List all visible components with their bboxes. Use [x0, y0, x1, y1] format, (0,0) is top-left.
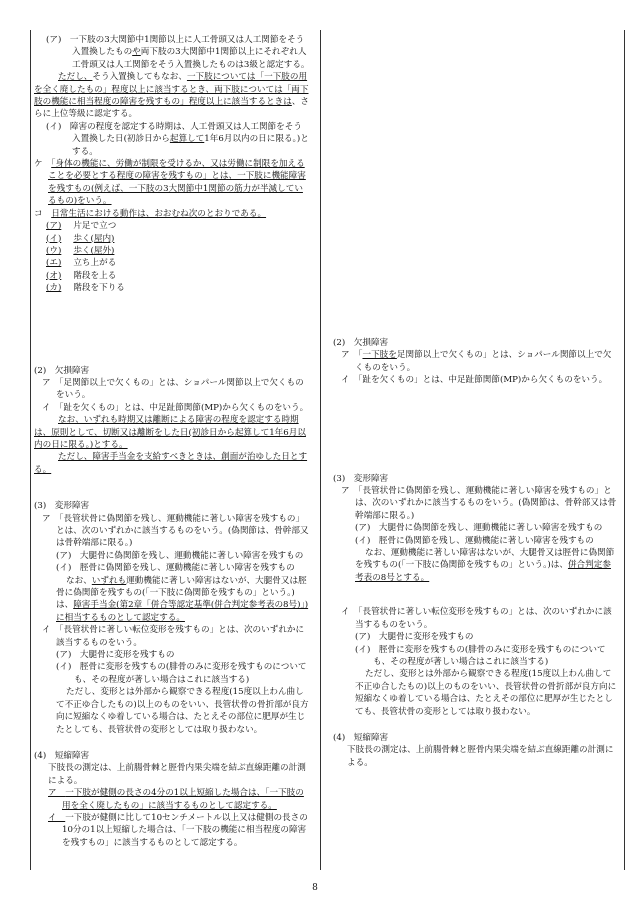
underlined-text: いずれも [91, 575, 127, 586]
list-item-text: 歩く(屋外) [73, 245, 115, 256]
paragraph: 下肢長の測定は、上前腸骨棘と脛骨内果尖端を結ぶ直線距離の計測による。 [48, 763, 306, 786]
underlined-text: 起算して [169, 134, 205, 145]
paragraph: ア 「長管状骨に偽関節を残し、運動機能に著しい障害を残すもの」とは、次のいずれかに該当するものをいう。(偽関節は、骨幹部又は骨幹端部に限る。) [341, 486, 617, 521]
section-heading: (2) 欠損障害 [333, 338, 389, 348]
paragraph [34, 158, 310, 208]
text-span: そう入置換してもなお、 [92, 72, 187, 83]
paragraph: ア 「足関節以上で欠くもの」とは、ショパール関節以上で欠くものをいう。 [42, 377, 304, 401]
paragraph [34, 71, 310, 121]
underlined-text: 一下肢を [362, 350, 397, 361]
section-heading: (3) 変形障害 [34, 501, 90, 512]
list-item-text: 階段を上る [73, 270, 117, 281]
paragraph: (イ) 脛骨に変形を残すもの(腓骨のみに変形を残すものについても、その程度が著しい場合はこれに該当する) [355, 644, 606, 667]
paragraph: イ 「趾を欠くもの」とは、中足趾節関節(MP)から欠くものをいう。 [341, 375, 608, 386]
paragraph: (ア) 大腿骨に変形を残すもの [355, 632, 474, 643]
text-span: 運動機能に著しい障害はないが、大腿骨又は脛骨に偽関節を残すもの(「一下肢に偽関節を残すもの」という。)は、 [56, 575, 307, 611]
page-number: 8 [312, 882, 318, 893]
paragraph [34, 121, 310, 158]
underlined-text: イ [48, 812, 66, 823]
paragraph: (イ) 脛骨に偽関節を残し、運動機能に著しい障害を残すもの [355, 535, 594, 546]
paragraph: イ 「長管状骨に著しい転位変形を残すもの」とは、次のいずれかに該当するものをいう。 [341, 607, 612, 630]
right-margin-rule [624, 30, 625, 870]
underlined-text: や [132, 47, 141, 58]
left-margin-rule [30, 30, 31, 870]
paragraph [333, 349, 619, 374]
list-item-text: 歩く(屋内) [73, 233, 115, 244]
text-span: (イ) 障害の程度を認定する時期は、人工骨頭又は人工関節をそう入置換した日(初診日から [46, 121, 302, 145]
paragraph: (イ) 脛骨に偽関節を残し、運動機能に著しい障害を残すもの [56, 563, 295, 574]
list-item-text: 片足で立つ [73, 221, 117, 232]
underlined-text: 障害手当金(第2章「併合等認定基準(併合判定参考表の8号)」)に相当するものとして認定する。 [56, 600, 309, 623]
section-heading: (3) 変形障害 [333, 473, 389, 484]
text-span: ア 「 [341, 350, 363, 361]
list-item [46, 220, 310, 232]
underlined-text: 併合判定参考表の8号とする。 [355, 560, 611, 583]
section-heading: (4) 短縮障害 [34, 750, 90, 761]
text-span: 、さらに上位等級に認定する。 [34, 97, 310, 120]
paragraph: (ア) 大腿骨に偽関節を残し、運動機能に著しい障害を残すもの [355, 523, 603, 534]
right-column [333, 337, 619, 769]
list-item-mark: (エ) [46, 258, 62, 269]
paragraph [34, 575, 310, 625]
underlined-text: 一下肢が健側の長さの4分の1以上短縮した場合は、「一下肢の用を全く廃したもの」に該当するものとして認定する。 [62, 788, 304, 811]
paragraph: ただし、変形とは外部から観察できる程度(15度以上わん曲して不正ゆ合したもの)以上のものをいい、長管状骨の骨折部が良方向に短縮なくゆ着している場合は、たとえその部位に肥厚が生じたとしても、長管状骨の変形としては取り扱わない。 [355, 669, 617, 717]
center-divider-rule [320, 30, 321, 870]
activity-list [34, 220, 310, 294]
section-heading: (4) 短縮障害 [333, 732, 389, 743]
text-span: コ [34, 208, 52, 219]
paragraph [34, 812, 310, 849]
paragraph: イ 「長管状骨に著しい転位変形を残すもの」とは、次のいずれかに該当するものをいう。 [42, 625, 305, 648]
list-item [46, 245, 310, 257]
list-item-mark: (ア) [46, 221, 62, 232]
list-item-mark: (イ) [46, 233, 62, 244]
text-span: ケ [34, 159, 52, 170]
paragraph: なお、いずれも時期又は離断による障害の程度を認定する時期は、原則として、切断又は離断をした日(初診日から起算して1年6月以内の日に限る。)とする。 [34, 415, 306, 450]
paragraph [34, 787, 310, 812]
text-span: 一下肢が健側に比して10センチメートル以上又は健側の長さの10分の1以上短縮した場合は、「一下肢の機能に相当程度の障害を残すもの」に該当するものとして認定する。 [62, 812, 308, 848]
paragraph: ア 「長管状骨に偽関節を残し、運動機能に著しい障害を残すもの」とは、次のいずれかに該当するものをいう。(偽関節は、骨幹部又は骨幹端部に限る。) [42, 513, 309, 549]
paragraph: (イ) 脛骨に変形を残すもの(腓骨のみに変形を残すものについても、その程度が著しい場合はこれに該当する) [56, 662, 307, 685]
paragraph: ただし、障害手当金を支給すべきときは、創面が治ゆした日とする。 [34, 452, 308, 475]
underlined-text: 日常生活における動作は、おおむね次のとおりである。 [51, 208, 267, 219]
list-item [46, 270, 310, 282]
paragraph: ただし、変形とは外部から観察できる程度(15度以上わん曲して不正ゆ合したもの)以上のものをいい、長管状骨の骨折部が良方向に短縮なくゆ着している場合は、たとえその部位に肥厚が生じたとしても、長管状骨の変形としては取り扱わない。 [56, 687, 309, 735]
text-span: 1年6月以内の日に限る。)とする。 [72, 134, 309, 157]
text-span: 足関節以上で欠くもの」とは、ショパール関節以上で欠くものをいう。 [355, 350, 612, 373]
list-item-mark: (オ) [46, 270, 62, 281]
paragraph [34, 208, 310, 220]
list-item-mark: (ウ) [46, 245, 62, 256]
list-item-text: 階段を下りる [73, 283, 125, 294]
paragraph [333, 547, 619, 584]
paragraph: 下肢長の測定は、上前腸骨棘と脛骨内果尖端を結ぶ直線距離の計測による。 [347, 745, 614, 768]
list-item-text: 立ち上がる [73, 258, 117, 269]
list-item-mark: (カ) [46, 283, 62, 294]
paragraph: (ア) 大腿骨に変形を残すもの [56, 650, 175, 661]
text-span: (ア) 一下肢の3大関節中1関節以上に人工骨頭又は人工関節をそう入置換したもの [46, 35, 305, 58]
text-span: 以上にそれぞれ人工骨頭又は人工関節をそう入置換したものは3級と認定する。 [72, 47, 310, 70]
list-item [46, 233, 310, 245]
underlined-text: 一下肢については「一下肢の用を全く廃したもの」程度以上に該当するとき、両下肢については「両下肢の機能に相当程度の障害を残すもの」程度以上に該当するときは [34, 72, 309, 108]
list-item [46, 282, 310, 294]
underlined-text: ただし、 [58, 72, 93, 83]
paragraph [34, 34, 310, 71]
underlined-text: ア [48, 788, 66, 799]
paragraph: (ア) 大腿骨に偽関節を残し、運動機能に著しい障害を残すもの [56, 550, 304, 561]
text-span: なお、運動機能に著しい障害はないが、大腿骨又は脛骨に偽関節を残すもの(「一下肢に偽関節を残すもの」という。)は、 [355, 548, 615, 571]
underlined-text: 「身体の機能に、労働が制限を受けるか、又は労働に制限を加えることを必要とする程度の障害を残すもの」とは、一下肢に機能障害を残すもの(例えば、一下肢の3大関節中1関節の筋力が半減しているもの)をいう。 [48, 159, 306, 207]
section-heading: (2) 欠損障害 [34, 365, 90, 376]
text-span: 両下肢の3大関節中1関節 [140, 47, 238, 58]
paragraph: イ 「趾を欠くもの」とは、中足趾節関節(MP)から欠くものをいう。 [42, 402, 309, 413]
left-column [34, 34, 310, 849]
text-span: なお、 [66, 575, 92, 586]
list-item [46, 257, 310, 269]
